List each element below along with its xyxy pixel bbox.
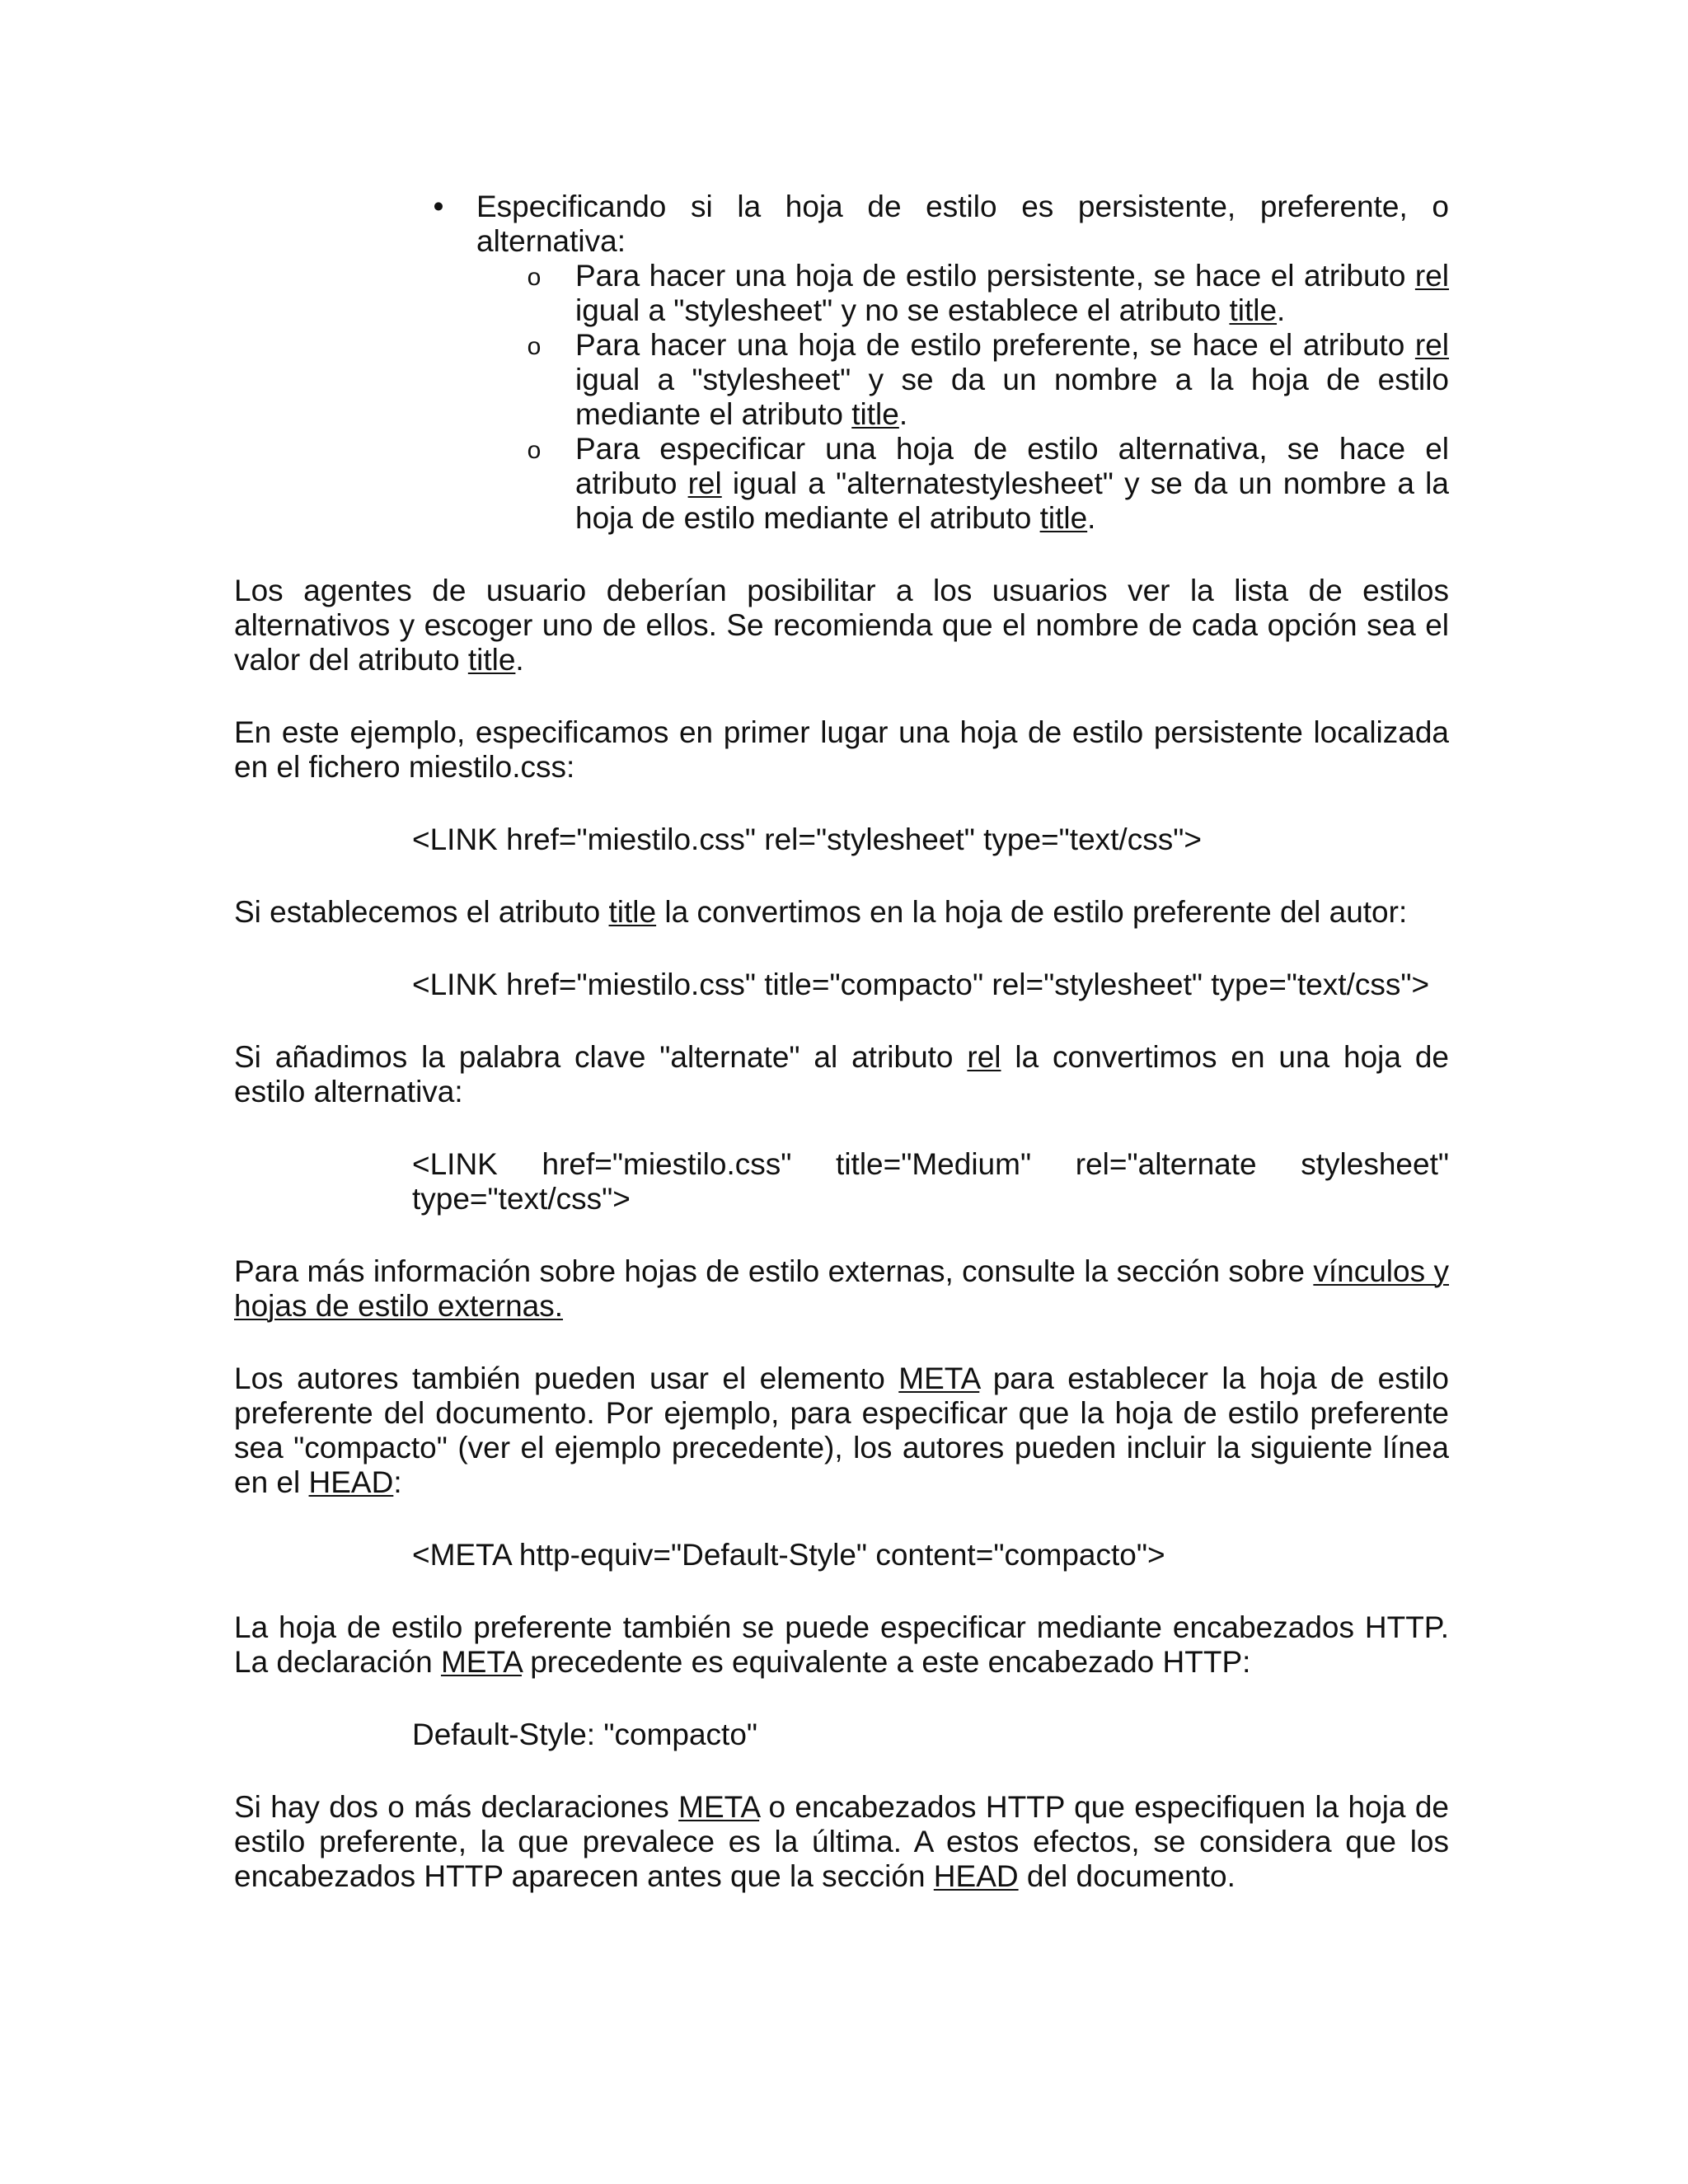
circle-bullet-icon: o <box>527 333 542 360</box>
title-link[interactable]: title <box>1039 501 1088 535</box>
paragraph-text: Si establecemos el atributo <box>234 895 609 929</box>
code-line: type="text/css"> <box>412 1182 631 1216</box>
paragraph-text: La hoja de estilo preferente también se puede especificar mediante encabezados HTTP. La declaración <box>234 1610 1449 1679</box>
sub-list-item <box>527 432 1449 536</box>
paragraph-user-agents <box>234 574 1449 677</box>
sub-item-text: Para hacer una hoja de estilo preferente, se hace el atributo <box>575 328 1415 362</box>
circle-bullet-icon: o <box>527 437 542 464</box>
sub-list-item <box>527 328 1449 432</box>
meta-link[interactable]: META <box>678 1790 760 1824</box>
code-example-meta: <META http-equiv="Default-Style" content="compacto"> <box>412 1538 1165 1572</box>
paragraph-text: : <box>393 1465 402 1499</box>
paragraph-precedence <box>234 1790 1449 1894</box>
paragraph-more-info <box>234 1254 1449 1324</box>
paragraph-text: para establecer la hoja de estilo preferente del documento. Por ejemplo, para especificar que la hoja de estilo preferente sea "compacto" (ver el ejemplo precedente), los autores pueden incluir la siguiente línea en el <box>234 1361 1450 1499</box>
list-item <box>433 190 1449 536</box>
code-example-persistent: <LINK href="miestilo.css" rel="stylesheet" type="text/css"> <box>412 823 1202 856</box>
paragraph-text: o encabezados HTTP que especifiquen la hoja de estilo preferente, la que prevalece es la última. A estos efectos, se considera que los encabezados HTTP aparecen antes que la sección <box>234 1790 1449 1893</box>
paragraph-text: Si añadimos la palabra clave "alternate" al atributo <box>234 1040 968 1074</box>
rel-link[interactable]: rel <box>1414 259 1449 293</box>
paragraph-title-attribute <box>234 895 1449 930</box>
paragraph-text: del documento. <box>1018 1859 1236 1893</box>
paragraph-text: Si hay dos o más declaraciones <box>234 1790 679 1824</box>
bullet-icon: • <box>433 190 444 223</box>
paragraph-text: Los autores también pueden usar el elemento <box>234 1361 899 1395</box>
external-stylesheets-link[interactable]: vínculos y hojas de estilo externas. <box>234 1254 1450 1323</box>
title-link[interactable]: title <box>608 895 657 929</box>
meta-link[interactable]: META <box>898 1361 980 1395</box>
code-line: <LINK href="miestilo.css" title="Medium" rel="alternate stylesheet" <box>412 1147 1449 1181</box>
head-link[interactable]: HEAD <box>308 1465 394 1499</box>
title-link[interactable]: title <box>1229 293 1278 327</box>
rel-link[interactable]: rel <box>967 1040 1001 1074</box>
paragraph-http-headers <box>234 1610 1449 1680</box>
paragraph-text: la convertimos en una hoja de estilo alternativa: <box>234 1040 1449 1108</box>
code-example-preferred: <LINK href="miestilo.css" title="compacto" rel="stylesheet" type="text/css"> <box>412 968 1430 1001</box>
title-link[interactable]: title <box>851 397 899 431</box>
bullet-list <box>234 190 1449 536</box>
rel-link[interactable]: rel <box>687 466 722 500</box>
paragraph-text: . <box>515 643 524 677</box>
paragraph-text: la convertimos en la hoja de estilo preferente del autor: <box>656 895 1408 929</box>
bullet-text: Especificando si la hoja de estilo es persistente, preferente, o alternativa: <box>476 190 1449 258</box>
title-link[interactable]: title <box>467 643 516 677</box>
paragraph-text: precedente es equivalente a este encabezado HTTP: <box>521 1645 1251 1679</box>
sub-list-item <box>527 259 1449 328</box>
sub-item-text: . <box>898 397 908 431</box>
rel-link[interactable]: rel <box>1414 328 1449 362</box>
code-example-alternate <box>234 1147 1449 1216</box>
sub-item-text: igual a "stylesheet" y se da un nombre a la hoja de estilo mediante el atributo <box>575 363 1449 431</box>
paragraph-text: Los agentes de usuario deberían posibilitar a los usuarios ver la lista de estilos alternativos y escoger uno de ellos. Se recomienda que el nombre de cada opción sea el valor del atributo <box>234 574 1449 677</box>
sub-item-text: Para especificar una hoja de estilo alternativa, se hace el atributo <box>575 432 1449 500</box>
head-link[interactable]: HEAD <box>933 1859 1019 1893</box>
meta-link[interactable]: META <box>440 1645 522 1679</box>
sub-list <box>476 259 1449 536</box>
circle-bullet-icon: o <box>527 264 542 291</box>
code-example-header: Default-Style: "compacto" <box>412 1718 758 1751</box>
paragraph-meta-element <box>234 1361 1449 1500</box>
sub-item-text: igual a "stylesheet" y no se establece el atributo <box>575 293 1230 327</box>
sub-item-text: . <box>1087 501 1096 535</box>
document-page <box>234 190 1449 1894</box>
sub-item-text: . <box>1277 293 1286 327</box>
sub-item-text: Para hacer una hoja de estilo persistente, se hace el atributo <box>575 259 1415 293</box>
paragraph-example-intro: En este ejemplo, especificamos en primer lugar una hoja de estilo persistente localizada en el fichero miestilo.css: <box>234 715 1449 784</box>
sub-item-text: igual a "alternatestylesheet" y se da un nombre a la hoja de estilo mediante el atributo <box>575 466 1449 535</box>
paragraph-text: Para más información sobre hojas de estilo externas, consulte la sección sobre <box>234 1254 1314 1288</box>
paragraph-alternate-keyword <box>234 1040 1449 1109</box>
